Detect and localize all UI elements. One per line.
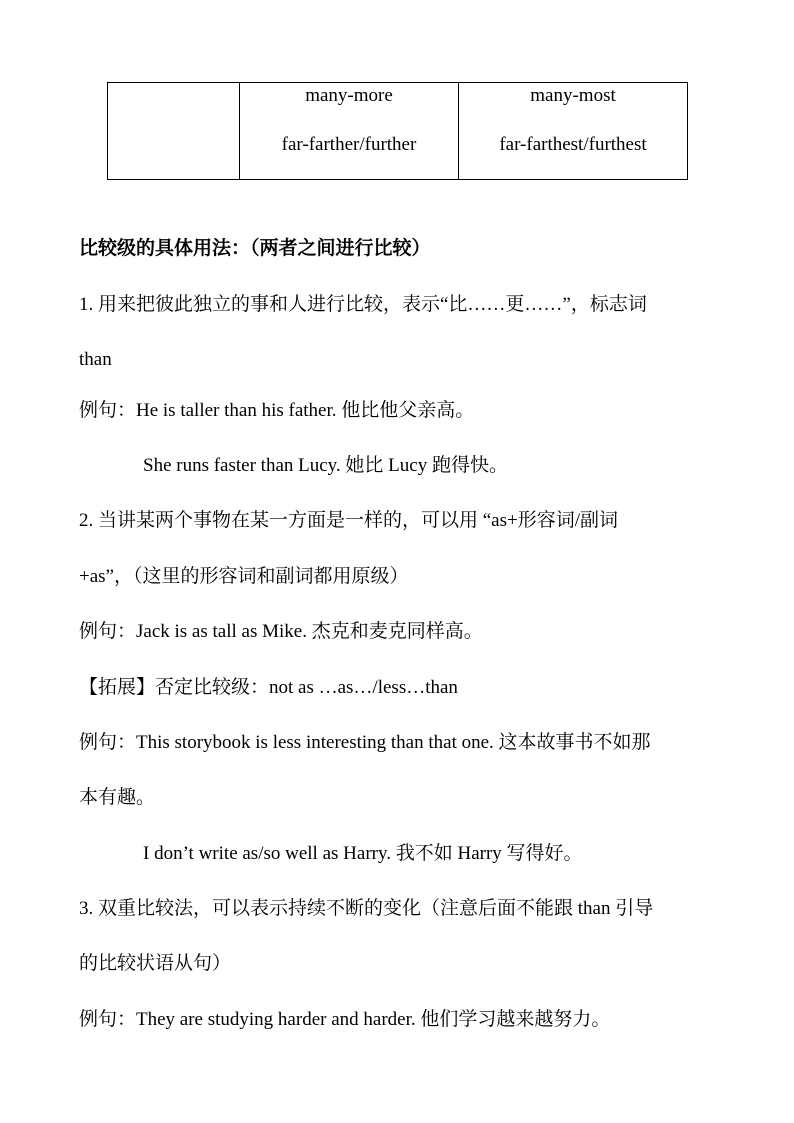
cell-text: many-most [530,85,616,106]
rule-3-text: 3. 双重比较法，可以表示持续不断的变化（注意后面不能跟 than 引导 [79,898,654,919]
example-sentence: 例句：Jack is as tall as Mike. 杰克和麦克同样高。 [79,621,483,642]
section-heading: 比较级的具体用法：（两者之间进行比较） [79,238,431,259]
comparison-table [107,82,688,180]
rule-2-text-cont: +as”，（这里的形容词和副词都用原级） [79,566,409,587]
table-cell-comparative [240,83,459,180]
rule-2-text: 2. 当讲某两个事物在某一方面是一样的，可以用 “as+形容词/副词 [79,510,619,531]
table-cell-empty [108,83,240,180]
example-sentence: 例句：He is taller than his father. 他比他父亲高。 [79,400,475,421]
example-sentence: I don’t write as/so well as Harry. 我不如 Harry 写得好。 [143,843,583,864]
example-sentence: She runs faster than Lucy. 她比 Lucy 跑得快。 [143,455,508,476]
cell-text: many-more [305,85,393,106]
table-row [108,83,688,180]
example-sentence-cont: 本有趣。 [79,787,156,808]
rule-1-text-cont: than [79,349,112,370]
extension-note: 【拓展】否定比较级：not as …as…/less…than [79,677,458,698]
rule-1-text: 1. 用来把彼此独立的事和人进行比较，表示“比……更……”，标志词 [79,294,647,315]
table-cell-superlative [459,83,688,180]
cell-text: far-farthest/furthest [499,134,647,155]
cell-text: far-farther/further [281,134,417,155]
example-sentence: 例句：This storybook is less interesting than that one. 这本故事书不如那 [79,732,651,753]
rule-3-text-cont: 的比较状语从句） [79,953,232,974]
example-sentence: 例句：They are studying harder and harder. 他们学习越来越努力。 [79,1009,611,1030]
